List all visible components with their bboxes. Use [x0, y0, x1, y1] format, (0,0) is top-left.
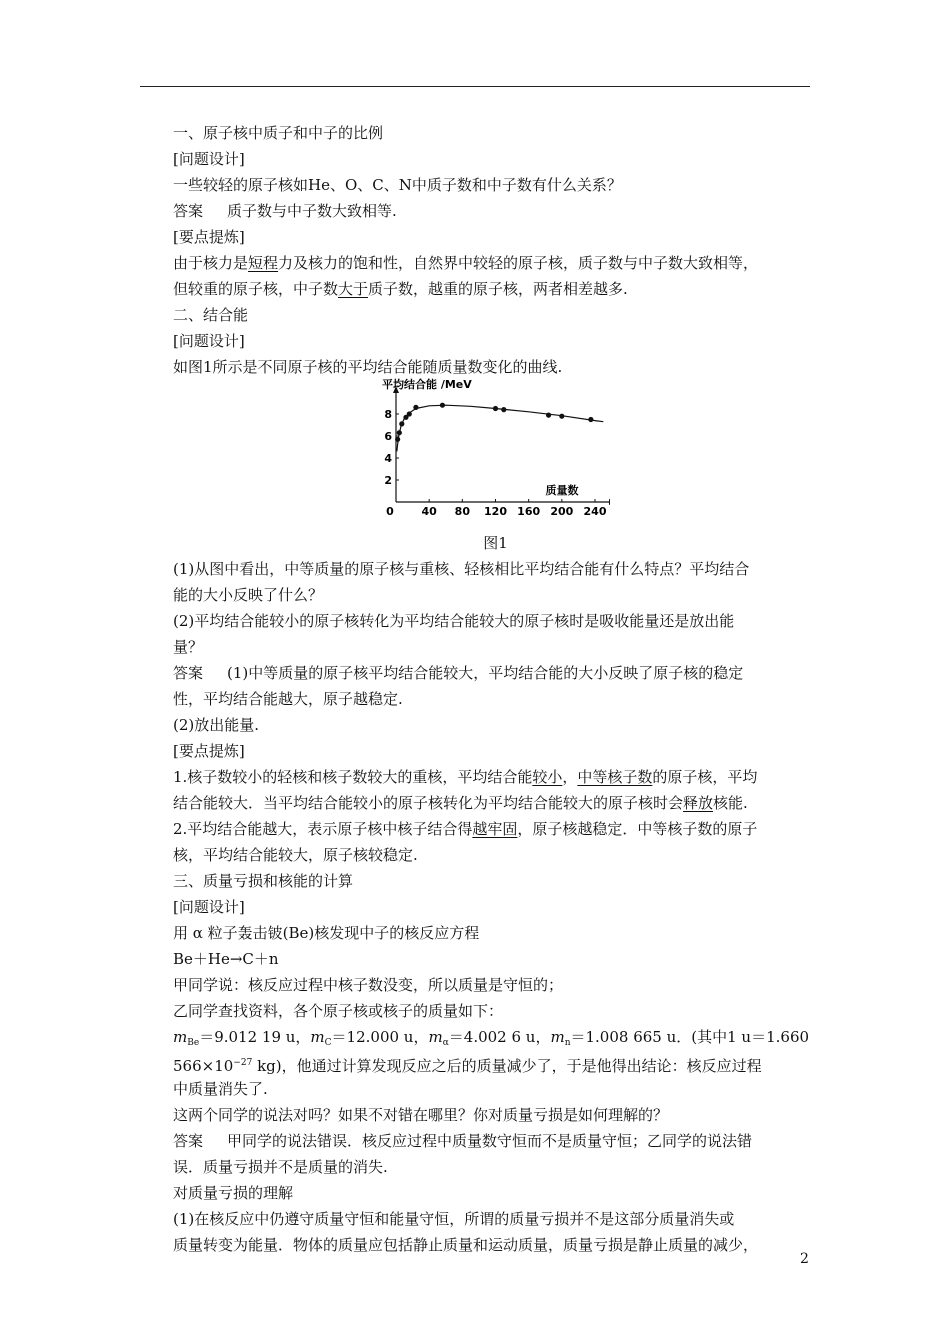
s2-answer-2: (2)放出能量.: [173, 716, 260, 734]
data-point: [588, 417, 593, 422]
s3-answer-2: 误．质量亏损并不是质量的消失.: [173, 1158, 388, 1176]
data-point: [399, 421, 404, 426]
key-points-heading: [要点提炼]: [173, 228, 245, 246]
y-axis-label: 平均结合能 /MeV: [382, 378, 472, 391]
answer-label: 答案: [173, 202, 204, 220]
x-tick-label: 160: [517, 505, 541, 518]
s2-question-1b: 能的大小反映了什么？: [173, 586, 324, 604]
s3-paragraph-2: 质量转变为能量．物体的质量应包括静止质量和运动质量，质量亏损是静止质量的减少，: [173, 1236, 759, 1254]
underlined-term: 越牢固: [472, 820, 518, 838]
s3-equation: Be＋He→C＋n: [173, 950, 279, 968]
text-span: 566×10: [173, 1057, 234, 1075]
header-rule: [140, 86, 810, 87]
underlined-term: 大于: [338, 280, 369, 298]
text-span: 力及核力的饱和性，自然界中较轻的原子核，质子数与中子数大致相等，: [278, 254, 759, 272]
figure-caption: 图1: [483, 534, 508, 552]
text-span: 2.平均结合能越大，表示原子核中核子结合得: [173, 820, 473, 838]
mass-value: ＝1.008 665 u．(其中1 u＝1.660: [570, 1028, 810, 1046]
s3-question-6: 这两个同学的说法对吗？如果不对错在哪里？你对质量亏损是如何理解的？: [173, 1106, 669, 1124]
problem-design-heading: [问题设计]: [173, 150, 245, 168]
key-points-heading: [要点提炼]: [173, 742, 245, 760]
text-span: kg)，他通过计算发现反应之后的质量减少了，于是他得出结论：核反应过程: [252, 1057, 762, 1075]
s2-intro: 如图1所示是不同原子核的平均结合能随质量数变化的曲线.: [173, 358, 563, 376]
mass-value: ＝12.000 u，: [331, 1028, 429, 1046]
underlined-term: 中等核子数: [577, 768, 653, 786]
x-tick-label: 40: [421, 505, 437, 518]
s3-question-5: 中质量消失了.: [173, 1080, 268, 1098]
binding-energy-curve: [397, 405, 604, 451]
x-tick-label: 120: [484, 505, 507, 518]
text-span: ，: [562, 768, 578, 786]
x-tick-label: 0: [386, 505, 394, 518]
s3-question-2: 甲同学说：核反应过程中核子数没变，所以质量是守恒的；: [173, 976, 564, 994]
answer-text: (1)中等质量的原子核平均结合能较大，平均结合能的大小反映了原子核的稳定: [227, 664, 744, 682]
mass-subscript: α: [442, 1038, 449, 1048]
mass-value: ＝9.012 19 u，: [199, 1028, 311, 1046]
data-point: [440, 403, 445, 408]
text-span: 质子数，越重的原子核，两者相差越多.: [368, 280, 628, 298]
text-span: 核能.: [713, 794, 748, 812]
s3-masses-line: [173, 1024, 818, 1050]
y-tick-label: 6: [384, 430, 392, 443]
s2-question-2a: (2)平均结合能较小的原子核转化为平均结合能较大的原子核时是吸收能量还是放出能: [173, 612, 735, 630]
s3-question-3: 乙同学查找资料，各个原子核或核子的质量如下：: [173, 1002, 504, 1020]
s2-keypoint-line-3: [173, 816, 818, 842]
document-body: [173, 120, 818, 1258]
mass-symbol: m: [550, 1028, 565, 1046]
s1-question: 一些较轻的原子核如He、O、C、N中质子数和中子数有什么关系？: [173, 176, 622, 194]
answer-label: 答案: [173, 664, 204, 682]
underlined-term: 释放: [683, 794, 714, 812]
answer-label: 答案: [173, 1132, 204, 1150]
s1-keypoint-line-2: [173, 276, 818, 302]
data-point: [546, 413, 551, 418]
mass-symbol: m: [173, 1028, 188, 1046]
section-1-title: 一、原子核中质子和中子的比例: [173, 124, 384, 142]
s2-answer-1b: 性，平均结合能越大，原子越稳定.: [173, 690, 403, 708]
exponent: −27: [233, 1058, 253, 1068]
text-span: 但较重的原子核，中子数: [173, 280, 339, 298]
data-point: [493, 406, 498, 411]
s1-keypoint-line-1: [173, 250, 818, 276]
s3-question-1: 用 α 粒子轰击铍(Be)核发现中子的核反应方程: [173, 924, 480, 942]
s2-question-1a: (1)从图中看出，中等质量的原子核与重核、轻核相比平均结合能有什么特点？平均结合: [173, 560, 750, 578]
s1-answer: [173, 198, 818, 224]
s3-question-4: [173, 1050, 818, 1076]
problem-design-heading: [问题设计]: [173, 898, 245, 916]
s3-paragraph-1: (1)在核反应中仍遵守质量守恒和能量守恒，所谓的质量亏损并不是这部分质量消失或: [173, 1210, 735, 1228]
problem-design-heading: [问题设计]: [173, 332, 245, 350]
data-point: [413, 405, 418, 410]
mass-symbol: m: [428, 1028, 443, 1046]
mass-subscript: C: [324, 1038, 332, 1048]
answer-text: 甲同学的说法错误．核反应过程中质量数守恒而不是质量守恒；乙同学的说法错: [227, 1132, 753, 1150]
s2-keypoint-line-4: 核，平均结合能较大，原子核较稳定.: [173, 846, 418, 864]
mass-subscript: n: [564, 1038, 571, 1048]
data-point: [559, 414, 564, 419]
x-axis-arrow: [609, 499, 610, 505]
y-tick-label: 4: [384, 452, 392, 465]
y-tick-label: 2: [384, 474, 392, 487]
text-span: 由于核力是: [173, 254, 249, 272]
underlined-term: 短程: [248, 254, 279, 272]
figure-1: [173, 380, 818, 530]
s2-keypoint-line-2: [173, 790, 818, 816]
text-span: 结合能较大．当平均结合能较小的原子核转化为平均结合能较大的原子核时会: [173, 794, 684, 812]
mass-symbol: m: [310, 1028, 325, 1046]
data-point: [501, 407, 506, 412]
s3-subheading: 对质量亏损的理解: [173, 1184, 294, 1202]
text-span: ，原子核越稳定．中等核子数的原子: [517, 820, 758, 838]
underlined-term: 较小: [532, 768, 563, 786]
x-tick-label: 200: [550, 505, 574, 518]
data-point: [407, 411, 412, 416]
answer-text: 质子数与中子数大致相等.: [227, 202, 397, 220]
section-3-title: 三、质量亏损和核能的计算: [173, 872, 354, 890]
text-span: 1.核子数较小的轻核和核子数较大的重核，平均结合能: [173, 768, 533, 786]
mass-subscript: Be: [187, 1038, 200, 1048]
s3-answer-1: [173, 1128, 818, 1154]
data-point: [395, 437, 400, 442]
s2-keypoint-line-1: [173, 764, 818, 790]
section-2-title: 二、结合能: [173, 306, 249, 324]
y-tick-label: 8: [384, 408, 392, 421]
mass-value: ＝4.002 6 u，: [448, 1028, 551, 1046]
binding-energy-chart: [380, 378, 610, 528]
x-tick-label: 240: [583, 505, 607, 518]
text-span: 的原子核，平均: [652, 768, 758, 786]
x-axis-label: 质量数: [545, 484, 579, 497]
s2-question-2b: 量？: [173, 638, 204, 656]
data-point: [397, 430, 402, 435]
s2-answer-1a: [173, 660, 818, 686]
x-tick-label: 80: [454, 505, 470, 518]
page-number: 2: [800, 1251, 809, 1267]
